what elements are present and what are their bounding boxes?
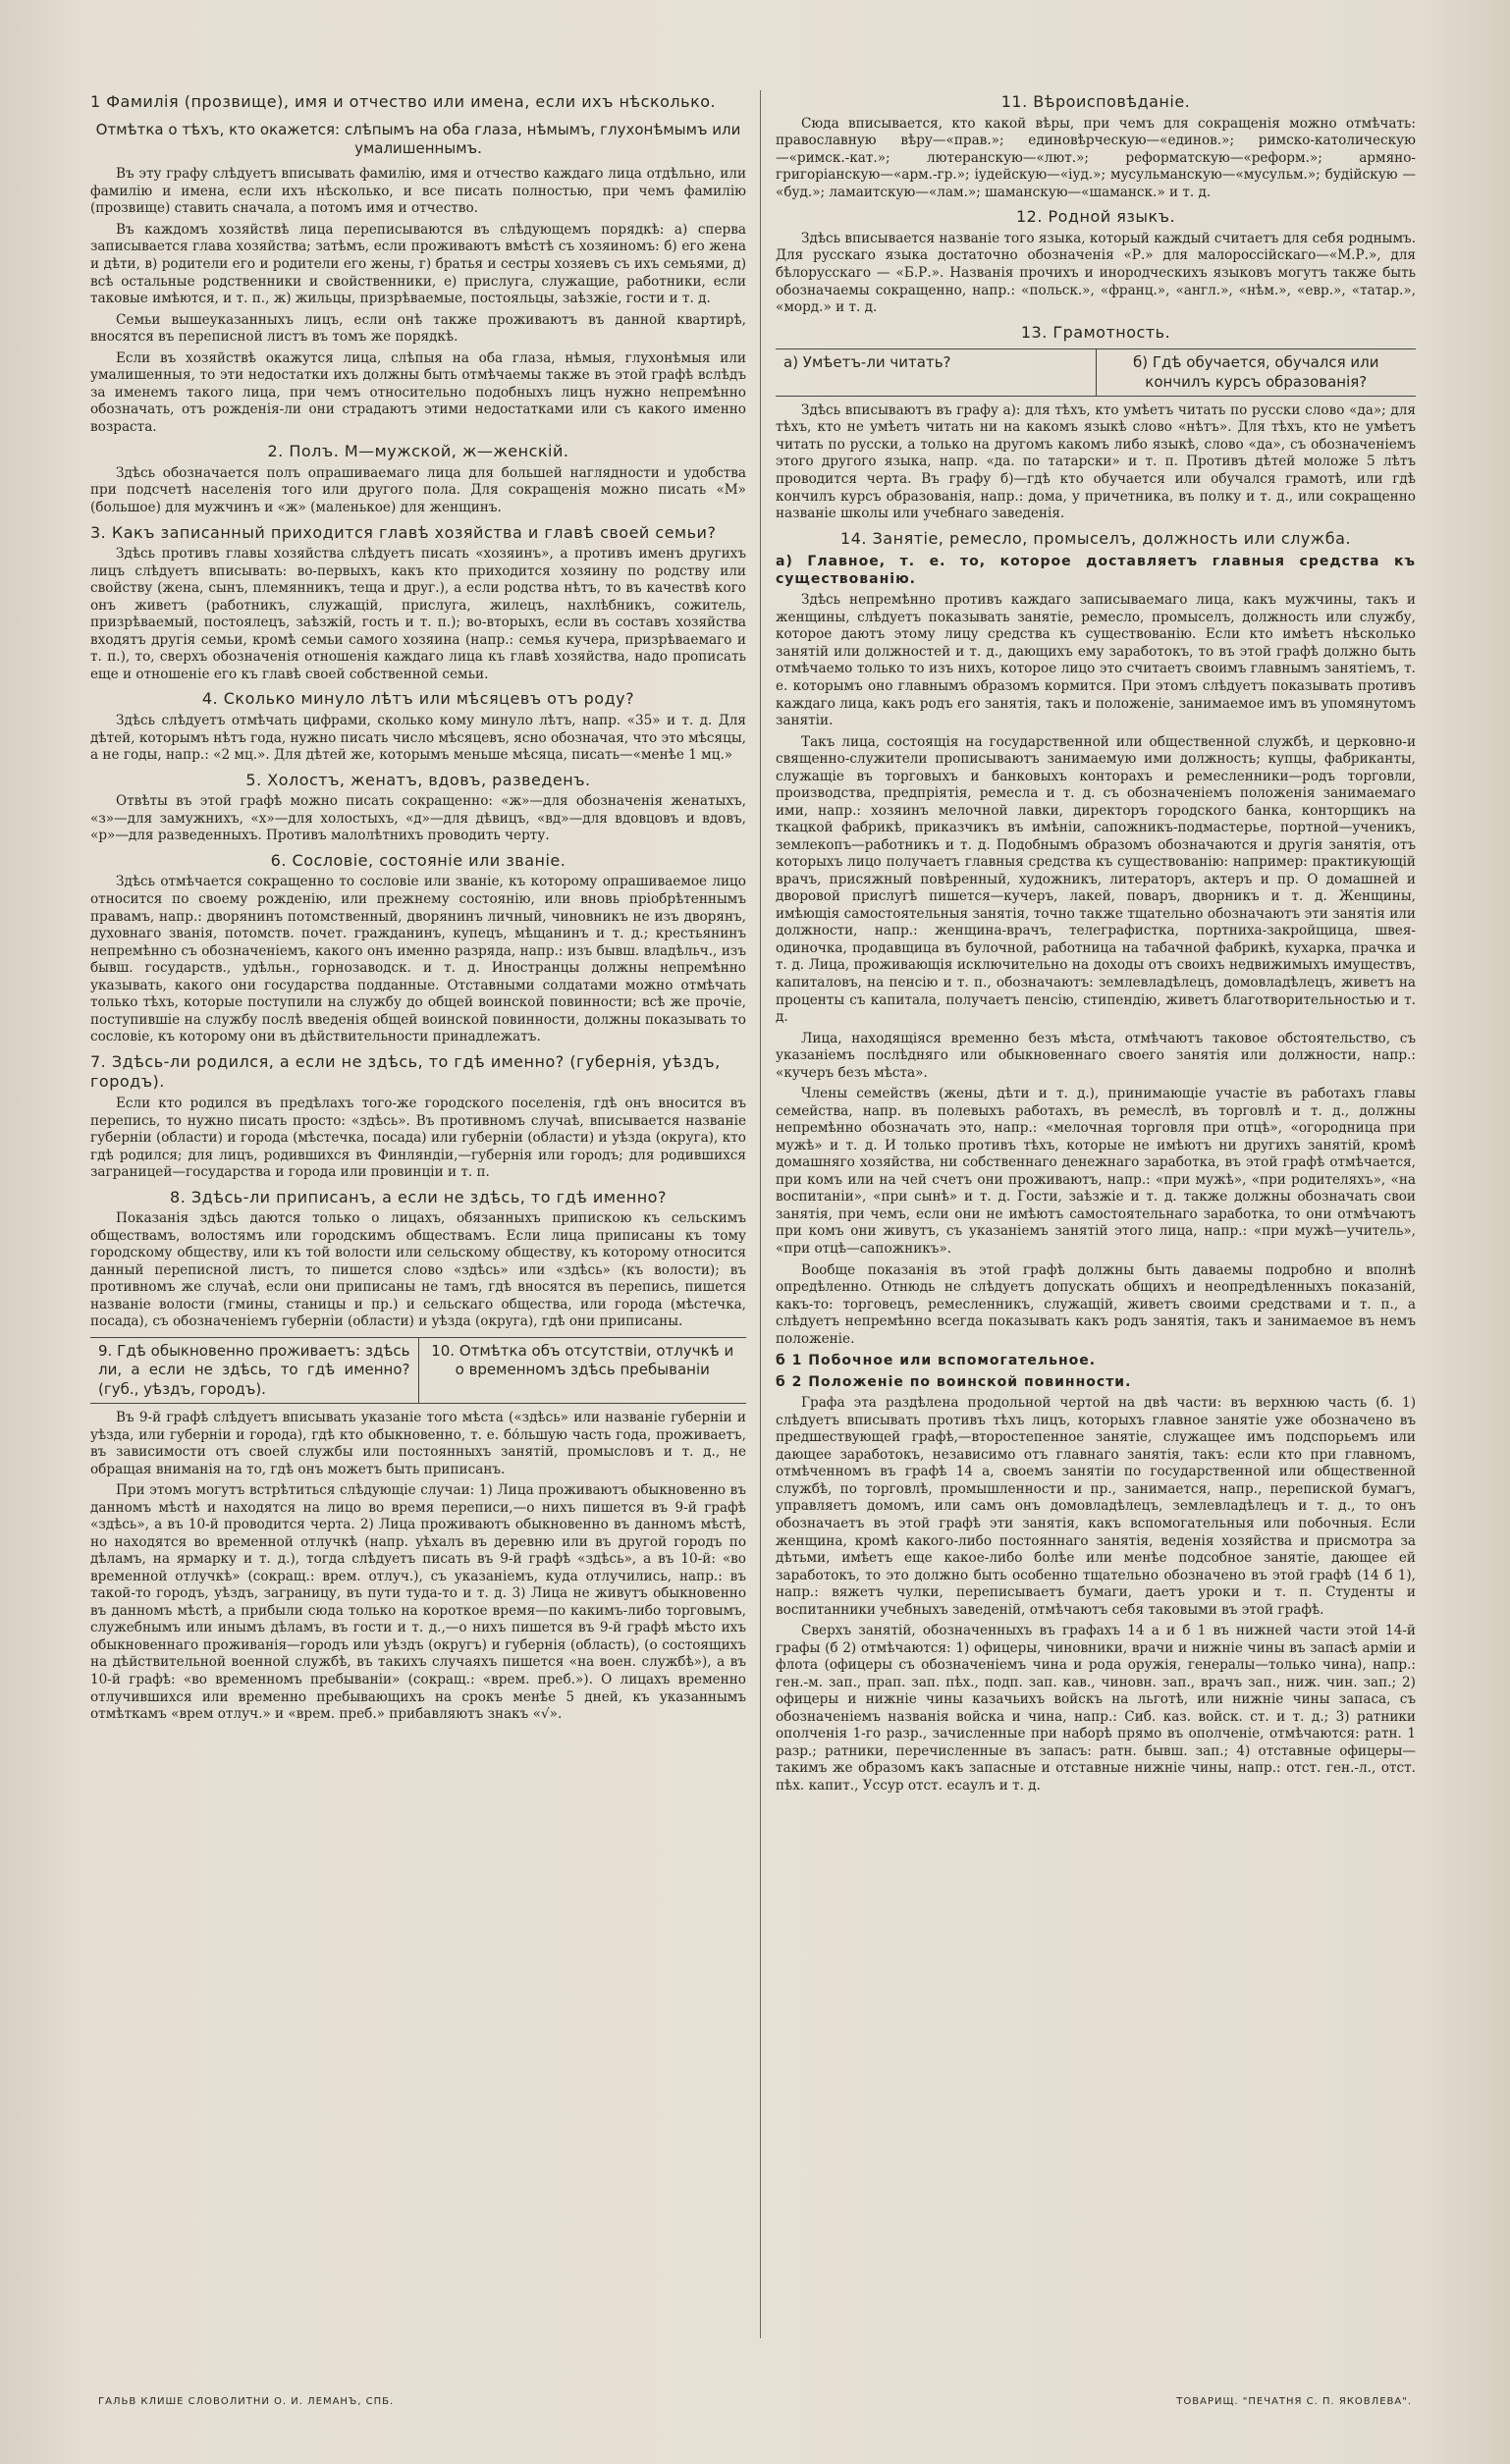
paragraph: Въ каждомъ хозяйствѣ лица переписываются въ слѣдующемъ порядкѣ: а) сперва записывается глава хозяйства; затѣмъ, если проживаютъ вмѣстѣ съ хозяиномъ: б) его жена и дѣти, в) родители его и родители его жены, г) братья и сестры хозяевъ съ ихъ семьями, д) всѣ остальные родственники и свойственники, е) прислуга, служащие, работники, если таковые имѣются, и т. п., ж) жильцы, призрѣваемые, постояльцы, заѣзжіе, гости и т. д.	[90, 221, 746, 307]
paragraph: Здѣсь отмѣчается сокращенно то сословіе или званіе, къ которому опрашиваемое лицо относится по своему рожденію, или прежнему состоянію, или вновь пріобрѣтеннымъ правамъ, напр.: дворянинъ потомственный, дворянинъ личный, чиновникъ не изъ дворянъ, духовнаго званія, потомств. почет. гражданинъ, купецъ, мѣщанинъ и т. д.; крестьянинъ непремѣнно съ обозначеніемъ, какого онъ именно разряда, напр.: изъ бывш. владѣльч., изъ бывш. государств., удѣльн., горнозаводск. и т. д. Иностранцы должны непремѣнно указывать, какого они государства подданные. Отставными солдатами можно отмѣчать только тѣхъ, которые поступили на службу до общей воинской повинности; всѣ же прочіе, поступившіе на службу послѣ введенія общей воинской повинности, должны показывать то сословіе, къ которому они въ дѣйствительности принадлежатъ.	[90, 874, 746, 1045]
section-3-title: 3. Какъ записанный приходится главѣ хозяйства и главѣ своей семьи?	[90, 522, 717, 542]
paragraph: Члены семействъ (жены, дѣти и т. д.), принимающіе участіе въ работахъ главы семейства, напр. въ полевыхъ работахъ, въ ремеслѣ, въ торговлѣ и т. д., должны непремѣнно обозначать это, напр.: «мелочная торговля при отцѣ», «огородница при мужѣ» и т. д. И только противъ тѣхъ, которые не имѣютъ ни другихъ занятій, кромѣ домашняго хозяйства, ни собственнаго денежнаго заработка, въ этой графѣ отмѣчается, при комъ или на чей счетъ они проживаютъ, напр.: «при мужѣ», «при родителяхъ», «на воспитаніи», «при сынѣ» и т. д. Гости, заѣзжіе и т. д. также должны обозначать свои занятія, при чемъ, если они не имѣютъ самостоятельнаго заработка, то они отмѣчаютъ при комъ они живутъ, съ указаніемъ занятій этого лица, напр.: «при мужѣ—учитель», «при отцѣ—сапожникъ».	[776, 1086, 1416, 1257]
section-11-title: 11. Вѣроисповѣданіе.	[1000, 92, 1191, 111]
paragraph: Если въ хозяйствѣ окажутся лица, слѣпыя на оба глаза, нѣмыя, глухонѣмыя или умалишенныя, то эти недостатки ихъ должны быть отмѣчаемы также въ этой графѣ вслѣдъ за именемъ такого лица, при чемъ относительно подобныхъ лицъ нужно непремѣнно обозначать, отъ рожденія-ли они страдаютъ этими недостатками или съ какого именно возраста.	[90, 349, 746, 435]
section-9-10-header	[90, 1337, 746, 1404]
paragraph: Лица, находящіяся временно безъ мѣста, отмѣчаютъ таковое обстоятельство, съ указаніемъ послѣдняго или обыкновеннаго своего занятія или должности, напр.: «кучеръ безъ мѣста».	[776, 1030, 1416, 1081]
printer-imprint-right: ТОВАРИЩ. "ПЕЧАТНЯ С. П. ЯКОВЛЕВА".	[1176, 2396, 1412, 2407]
section-10-title: 10. Отмѣтка объ отсутствіи, отлучкѣ и о временномъ здѣсь пребываніи	[418, 1338, 747, 1403]
section-12-title: 12. Родной языкъ.	[1015, 207, 1176, 227]
section-13-subheader	[776, 348, 1416, 397]
section-13-title: 13. Грамотность.	[1020, 322, 1171, 342]
section-8-title: 8. Здѣсь-ли приписанъ, а если не здѣсь, то гдѣ именно?	[170, 1187, 667, 1206]
section-1-title: 1 Фамилія (прозвище), имя и отчество или имена, если ихъ нѣсколько.	[90, 92, 717, 111]
section-2-title: 2. Полъ. М—мужской, ж—женскій.	[267, 442, 569, 461]
section-14-title: 14. Занятіе, ремесло, промыселъ, должность или служба.	[840, 528, 1351, 548]
paragraph: Здѣсь обозначается полъ опрашиваемаго лица для большей наглядности и удобства при подсчетѣ населенія того или другого пола. Для сокращенія можно писать «М» (большое) для мужчинъ и «ж» (маленькое) для женщинъ.	[90, 464, 746, 515]
paragraph: Здѣсь противъ главы хозяйства слѣдуетъ писать «хозяинъ», а противъ именъ другихъ лицъ слѣдуетъ вписывать: во-первыхъ, какъ кто приходится хозяину по родству или свойству (жена, сынъ, племянникъ, теща и друг.), а если родства нѣтъ, то въ качествѣ кого онъ живетъ (работникъ, служащій, прислуга, жилецъ, нахлѣбникъ, сожитель, призрѣваемый, постоялецъ, заѣзжій, гость и т. п.); во-вторыхъ, если въ составъ хозяйства входятъ другія семьи, кромѣ семьи самого хозяина (напр.: семья кучера, призрѣваемаго и т. п.), то, сверхъ обозначенія отношенія каждаго лица къ главѣ хозяйства, надо прописать еще и отношеніе его къ главѣ своей собственной семьи.	[90, 546, 746, 682]
left-column	[90, 86, 746, 2356]
section-14b1-label: б 1 Побочное или вспомогательное.	[776, 1353, 1097, 1369]
paragraph: Въ эту графу слѣдуетъ вписывать фамилію, имя и отчество каждаго лица отдѣльно, или фамилію и имена, если ихъ нѣсколько, и все писать полностью, при чемъ фамилію (прозвище) ставить сначала, а потомъ имя и отчество.	[90, 166, 746, 217]
right-column	[776, 86, 1416, 2356]
paragraph: Здѣсь слѣдуетъ отмѣчать цифрами, сколько кому минуло лѣтъ, напр. «35» и т. д. Для дѣтей, которымъ нѣтъ года, нужно писать число мѣсяцевъ, ясно обозначая, что это мѣсяцы, а не годы, напр.: «2 мц.». Для дѣтей же, которымъ меньше мѣсяца, писать—«менѣе 1 мц.»	[90, 713, 746, 764]
printer-imprint-left: ГАЛЬВ КЛИШЕ СЛОВОЛИТНИ О. И. ЛЕМАНЪ, СПБ.	[98, 2396, 395, 2407]
paragraph: Здѣсь вписываютъ въ графу а): для тѣхъ, кто умѣетъ читать по русски слово «да»; для тѣхъ, кто не умѣетъ читать ни на какомъ языкѣ слово «нѣтъ». Для тѣхъ, кто не умѣетъ читать по русски, а только на другомъ какомъ либо языкѣ, слово «да», съ обозначеніемъ этого другого языка, напр. «да. по татарски» и т. п. Противъ дѣтей моложе 5 лѣтъ проводится черта. Въ графу б)—гдѣ кто обучается или обучался грамотѣ, или гдѣ кончилъ курсъ образованія, напр.: дома, у причетника, въ полку и т. д., или сокращенно названіе школы или учебнаго заведенія.	[776, 402, 1416, 522]
section-1-note: Отмѣтка о тѣхъ, кто окажется: слѣпымъ на оба глаза, нѣмымъ, глухонѣмымъ или умалишеннымъ.	[95, 120, 741, 157]
section-14a-label: а) Главное, т. е. то, которое доставляетъ главныя средства къ существованію.	[776, 554, 1416, 588]
paragraph: Отвѣты въ этой графѣ можно писать сокращенно: «ж»—для обозначенія женатыхъ, «з»—для замужнихъ, «х»—для холостыхъ, «д»—для дѣвицъ, «вд»—для вдовцовъ и вдовъ, «р»—для разведенныхъ. Противъ малолѣтнихъ проводить черту.	[90, 793, 746, 844]
section-7-title: 7. Здѣсь-ли родился, а если не здѣсь, то гдѣ именно? (губернія, уѣздъ, городъ).	[90, 1051, 721, 1092]
paragraph: Графа эта раздѣлена продольной чертой на двѣ части: въ верхнюю часть (б. 1) слѣдуетъ вписывать противъ тѣхъ лицъ, которыхъ главное занятіе уже обозначено въ предшествующей графѣ,—второстепенное занятіе, служащее имъ подспорьемъ или дающее заработокъ, независимо отъ главнаго занятія, такъ: если кто при главномъ, отмѣченномъ въ графѣ 14 а, своемъ занятіи по государственной или общественной службѣ, по торговлѣ, промышленности и пр., занимается, напр., перепиской бумагъ, управляетъ домомъ, или самъ онъ домовладѣлецъ, землевладѣлецъ и т. д., то онъ обозначаетъ въ этой графѣ эти занятія, какъ вспомогательныя или побочныя. Если женщина, кромѣ какого-либо постояннаго занятія, веденія хозяйства и присмотра за дѣтьми, имѣетъ еще какое-либо болѣе или менѣе подсобное занятіе, дающее ей заработокъ, то это должно быть особенно тщательно обозначено въ этой графѣ (14 б 1), напр.: вяжетъ чулки, переписываетъ бумаги, даетъ уроки и т. п. Студенты и воспитанники учебныхъ заведеній, отмѣчаютъ себя таковыми въ этой графѣ.	[776, 1395, 1416, 1618]
paragraph: Такъ лица, состоящія на государственной или общественной службѣ, и церковно-и священно-служители прописываютъ занимаемую ими должность; купцы, фабриканты, служащіе въ торговыхъ и банковыхъ конторахъ и ремесленники—родъ торговли, производства, предпріятія, ремесла и т. д. съ обозначеніемъ положенія занимаемаго ими, напр.: хозяинъ мелочной лавки, директоръ городского банка, конторщикъ на ткацкой фабрикѣ, приказчикъ въ имѣніи, сапожникъ-подмастерье, портной—ученикъ, землекопъ—работникъ и т. д. Подобнымъ образомъ обозначаются и другія занятія, отъ которыхъ лицо получаетъ главныя средства къ существованію: например: практикующій врачъ, присяжный повѣренный, художникъ, литераторъ, актеръ и пр. О домашней и дворовой прислугѣ пишется—кучеръ, лакей, поваръ, дворникъ и т. д. Женщины, имѣющія самостоятельныя занятія, точно также тщательно обозначаютъ эти занятія или должности, напр.: женщина-врачъ, телеграфистка, портниха-закройщица, швея-одиночка, продавщица въ булочной, работница на табачной фабрикѣ, кухарка, прачка и т. д. Лица, проживающія исключительно на доходы отъ своихъ недвижимыхъ имуществъ, капиталовъ, на пенсію и т. п., обозначаютъ: землевладѣлецъ, домовладѣлецъ, живетъ на проценты съ капитала, получаетъ пенсію, стипендію, живетъ благотворительностью и т. д.	[776, 733, 1416, 1026]
paragraph: Если кто родился въ предѣлахъ того-же городского поселенія, гдѣ онъ вносится въ перепись, то нужно писать просто: «здѣсь». Въ противномъ случаѣ, вписывается названіе губерніи (области) и города (мѣстечка, посада) или губерніи (области) и уѣзда (округа), кто гдѣ родился; для лицъ, родившихся въ Финляндіи,—губернія или городъ; для родившихся заграницей—государства и города или провинціи и т. п.	[90, 1096, 746, 1181]
paragraph: Сюда вписывается, кто какой вѣры, при чемъ для сокращенія можно отмѣчать: православную вѣру—«прав.»; единовѣрческую—«единов.»; римско-католическую—«римск.-кат.»; лютеранскую—«лют.»; реформатскую—«реформ.»; армяно-григоріанскую—«арм.-гр.»; іудейскую—«іуд.»; мусульманскую—«мусульм.»; будійскую — «буд.»; ламаитскую—«лам.»; шаманскую—«шаманск.» и т. д.	[776, 115, 1416, 200]
section-6-title: 6. Сословіе, состояніе или званіе.	[270, 850, 566, 870]
paragraph: При этомъ могутъ встрѣтиться слѣдующіе случаи: 1) Лица проживаютъ обыкновенно въ данномъ мѣстѣ и находятся на лицо во время переписи,—о нихъ пишется въ 9-й графѣ «здѣсь», а въ 10-й проводится черта. 2) Лица проживаютъ обыкновенно въ данномъ мѣстѣ, но находятся во временной отлучкѣ (напр. уѣхалъ въ деревню или въ другой городъ по дѣламъ, на ярмарку и т. д.), тогда слѣдуетъ писать въ 9-й графѣ «здѣсь», а въ 10-й: «во временной отлучкѣ» (сокращ.: врем. отлуч.), съ указаніемъ, куда отлучились, напр.: въ такой-то городъ, уѣздъ, заграницу, въ пути туда-то и т. д. 3) Лица не живутъ обыкновенно въ данномъ мѣстѣ, а прибыли сюда только на короткое время—по какимъ-либо торговымъ, служебнымъ или инымъ дѣламъ, въ гости и т. д.,—о нихъ пишется въ 9-й графѣ мѣсто ихъ обыкновеннаго проживанія—городъ или уѣздъ (округъ) и губернія (область), (о состоящихъ на дѣйствительной военной службѣ, въ такихъ случаяхъ пишется «на воен. службѣ»), а въ 10-й графѣ: «во временномъ пребываніи» (сокращ.: «врем. преб.»). О лицахъ временно отлучившихся или временно пребывающихъ на срокъ менѣе 5 дней, къ указаннымъ отмѣткамъ «врем отлуч.» и «врем. преб.» прибавляютъ знакъ «√».	[90, 1482, 746, 1723]
paragraph: Вообще показанія въ этой графѣ должны быть даваемы подробно и вполнѣ опредѣленно. Отнюдь не слѣдуетъ допускать общихъ и неопредѣленныхъ показаній, какъ-то: торговецъ, ремесленникъ, служащій, живетъ своими средствами и т. п., а слѣдуетъ непремѣнно всегда показывать какъ родъ занятія, такъ и занимаемое въ немъ положеніе.	[776, 1261, 1416, 1347]
section-13b-label: б) Гдѣ обучается, обучался или кончилъ курсъ образованія?	[1096, 349, 1417, 396]
paragraph: Показанія здѣсь даются только о лицахъ, обязанныхъ припискою къ сельскимъ обществамъ, волостямъ или городскимъ обществамъ. Если лица приписаны къ тому городскому обществу, или къ той волости или сельскому обществу, къ которому относится данный переписной листъ, то пишется слово «здѣсь» или «здѣсь» (къ волости); въ противномъ же случаѣ, если они приписаны не тамъ, гдѣ вносятся въ перепись, пишется названіе волости (гмины, станицы и пр.) и сельскаго общества, или города (мѣстечка, посада), съ обозначеніемъ губерніи (области) и уѣзда (округа), гдѣ они приписаны.	[90, 1210, 746, 1330]
section-4-title: 4. Сколько минуло лѣтъ или мѣсяцевъ отъ роду?	[201, 689, 635, 709]
paragraph: Семьи вышеуказанныхъ лицъ, если онѣ также проживаютъ въ данной квартирѣ, вносятся въ переписной листъ въ томъ же порядкѣ.	[90, 311, 746, 346]
paragraph: Въ 9-й графѣ слѣдуетъ вписывать указаніе того мѣста («здѣсь» или названіе губерніи и уѣзда, или губерніи и города), гдѣ кто обыкновенно, т. е. бо́льшую часть года, проживаетъ, въ зависимости отъ своей службы или постоянныхъ занятій, промысловъ и т. д., не обращая вниманія на то, гдѣ онъ можетъ быть приписанъ.	[90, 1410, 746, 1477]
paragraph: Сверхъ занятій, обозначенныхъ въ графахъ 14 а и б 1 въ нижней части этой 14-й графы (б 2) отмѣчаются: 1) офицеры, чиновники, врачи и нижніе чины въ запасѣ арміи и флота (офицеры съ обозначеніемъ чина и рода оружія, генералы—только чина), напр.: ген.-м. зап., прап. зап. пѣх., подп. зап. кав., чиновн. зап., врачъ зап., ниж. чин. зап.; 2) офицеры и нижніе чины казачьихъ войскъ на льготѣ, или нижніе чины запаса, съ обозначеніемъ названія войска и чина, напр.: Сиб. каз. войск. ст. и т. д.; 3) ратники ополченія 1-го разр., зачисленные при наборѣ прямо въ ополченіе, отмѣчаются: ратн. 1 разр.; ратники, перечисленные въ запасъ: ратн. бывш. зап.; 4) отставные офицеры—такимъ же образомъ какъ запасные и отставные нижніе чины, напр.: отст. ген.-л., отст. пѣх. капит., Уссур отст. есаулъ и т. д.	[776, 1623, 1416, 1794]
section-9-title: 9. Гдѣ обыкновенно проживаетъ: здѣсь ли, а если не здѣсь, то гдѣ именно? (губ., уѣздъ, городъ).	[98, 1342, 410, 1398]
section-13a-label: а) Умѣетъ-ли читать?	[783, 353, 951, 372]
paragraph: Здѣсь непремѣнно противъ каждаго записываемаго лица, какъ мужчины, такъ и женщины, слѣдуетъ показывать занятіе, ремесло, промыселъ, должность или службу, которое даютъ этому лицу средства къ существованію. Если кто имѣетъ нѣсколько занятій или должностей и т. д., дающихъ ему заработокъ, то въ этой графѣ должно быть отмѣчаемо только то изъ нихъ, которое лицо это считаетъ своимъ главнымъ занятіемъ, т. е. которымъ оно главнымъ образомъ кормится. При этомъ слѣдуетъ показывать противъ каждаго лица, какъ родъ его занятія, такъ и положеніе, занимаемое имъ въ упомянутомъ занятіи.	[776, 592, 1416, 729]
paragraph: Здѣсь вписывается названіе того языка, который каждый считаетъ для себя роднымъ. Для русскаго языка достаточно обозначенія «Р.» для малороссійскаго—«М.Р.», для бѣлорусскаго — «Б.Р.». Названія прочихъ и инородческихъ языковъ могутъ также быть обозначаемы сокращенно, напр.: «польск.», «франц.», «англ.», «нѣм.», «евр.», «татар.», «морд.» и т. д.	[776, 230, 1416, 316]
section-14b2-label: б 2 Положеніе по воинской повинности.	[776, 1374, 1132, 1391]
section-5-title: 5. Холостъ, женатъ, вдовъ, разведенъ.	[245, 770, 591, 789]
column-divider	[760, 90, 761, 2338]
